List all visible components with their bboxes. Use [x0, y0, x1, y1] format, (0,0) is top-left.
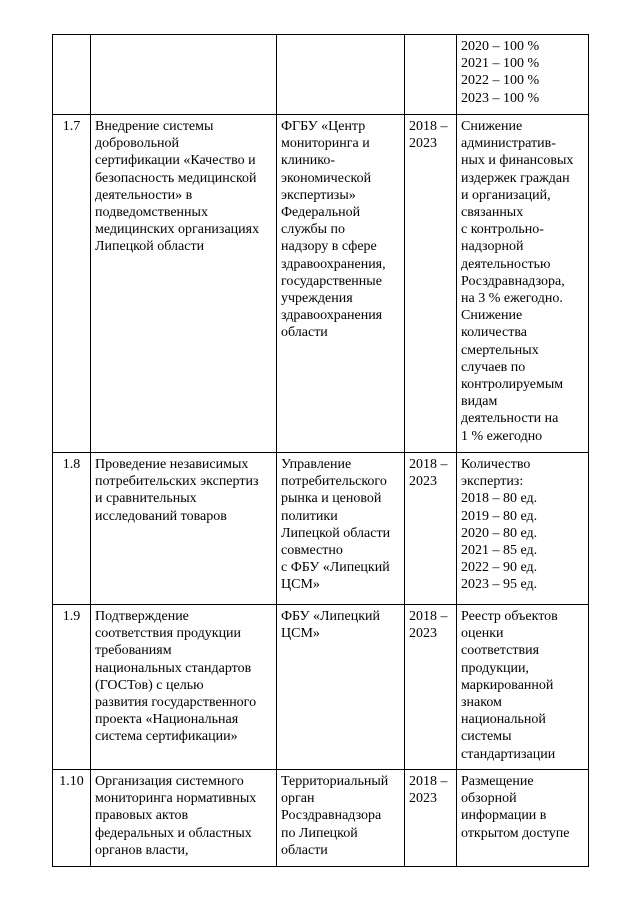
executor-line: политики	[281, 508, 338, 524]
name-line: подведомственных	[95, 205, 208, 221]
result-line: оценки	[461, 626, 504, 642]
executor-line: ФБУ «Липецкий	[281, 609, 380, 624]
executor-line: совместно	[281, 543, 343, 559]
name-line: федеральных и областных	[95, 825, 252, 841]
result-cell	[457, 605, 589, 770]
result-line: контролируемым	[461, 377, 564, 393]
result-line: деятельностью	[461, 256, 551, 272]
executor-line: государственные	[281, 273, 382, 289]
table-row	[53, 453, 589, 605]
result-line: 2020 – 100 %	[461, 39, 540, 54]
name-line: сертификации «Качество и	[95, 153, 256, 169]
name-line: Липецкой области	[95, 239, 205, 255]
result-cell	[457, 453, 589, 605]
name-line: правовых актов	[95, 808, 189, 824]
executor-line: ФГБУ «Центр	[281, 119, 366, 134]
name-line: добровольной	[95, 136, 179, 152]
result-line: надзорной	[461, 239, 524, 255]
executor-line: надзору в сфере	[281, 239, 377, 255]
result-line: смертельных	[461, 342, 539, 358]
term-line: 2023	[409, 626, 437, 642]
term-cell	[405, 770, 457, 867]
name-line: потребительских экспертиз	[95, 474, 259, 490]
result-line: 2023 – 95 ед.	[461, 577, 538, 593]
row-number	[53, 35, 91, 115]
executor-line: рынка и ценовой	[281, 491, 382, 507]
name-line: деятельности» в	[95, 187, 193, 203]
result-cell	[457, 115, 589, 453]
executor-cell	[277, 605, 405, 770]
name-line: Проведение независимых	[95, 457, 249, 472]
name-line: исследований товаров	[95, 508, 227, 524]
executor-line: учреждения	[281, 291, 353, 307]
result-cell	[457, 770, 589, 867]
result-line: информации в	[461, 808, 547, 824]
executor-line: здравоохранения,	[281, 256, 386, 272]
result-line: Снижение	[461, 308, 523, 324]
executor-line: здравоохранения	[281, 308, 383, 324]
term-cell	[405, 605, 457, 770]
measure-name-cell	[91, 770, 277, 867]
result-line: Росздравнадзора,	[461, 273, 565, 289]
result-line: 2022 – 100 %	[461, 73, 540, 89]
result-line: соответствия	[461, 643, 540, 659]
executor-line: с ФБУ «Липецкий	[281, 560, 390, 576]
name-line: органов власти,	[95, 842, 189, 858]
term-line: 2018 –	[409, 457, 448, 472]
name-line: безопасность медицинской	[95, 170, 257, 186]
term-cell	[405, 35, 457, 115]
term-line: 2023	[409, 791, 437, 807]
result-line: Количество	[461, 457, 531, 472]
executor-line: мониторинга и	[281, 136, 370, 152]
name-line: требованиям	[95, 643, 172, 659]
result-line: связанных	[461, 205, 524, 221]
result-line: административ-	[461, 136, 556, 152]
measure-name-cell	[91, 35, 277, 115]
term-cell	[405, 115, 457, 453]
executor-line: ЦСМ»	[281, 626, 320, 642]
table-row	[53, 115, 589, 453]
result-line: Размещение	[461, 774, 534, 789]
result-line: издержек граждан	[461, 170, 570, 186]
result-line: 2021 – 100 %	[461, 56, 540, 72]
name-line: мониторинга нормативных	[95, 791, 257, 807]
name-line: и сравнительных	[95, 491, 197, 507]
result-line: 2019 – 80 ед.	[461, 508, 538, 524]
name-line: проекта «Национальная	[95, 712, 239, 728]
measure-name-cell	[91, 453, 277, 605]
executor-line: орган	[281, 791, 315, 807]
term-cell	[405, 453, 457, 605]
row-number: 1.7	[53, 115, 91, 453]
term-line: 2023	[409, 136, 437, 152]
result-line: деятельности на	[461, 411, 559, 427]
executor-line: Управление	[281, 457, 352, 472]
result-line: ных и финансовых	[461, 153, 574, 169]
result-line: видам	[461, 394, 498, 410]
result-line: обзорной	[461, 791, 517, 807]
result-line: системы	[461, 729, 512, 745]
executor-line: по Липецкой	[281, 825, 358, 841]
name-line: (ГОСТов) с целью	[95, 677, 204, 693]
term-line: 2018 –	[409, 774, 448, 789]
name-line: медицинских организациях	[95, 222, 260, 238]
result-line: открытом доступе	[461, 825, 570, 841]
measure-name-cell	[91, 115, 277, 453]
result-line: на 3 % ежегодно.	[461, 291, 563, 307]
executor-line: Федеральной	[281, 205, 361, 221]
result-line: 1 % ежегодно	[461, 428, 543, 444]
result-line: с контрольно-	[461, 222, 544, 238]
measure-name-cell	[91, 605, 277, 770]
executor-line: области	[281, 325, 328, 341]
result-line: количества	[461, 325, 527, 341]
name-line: Внедрение системы	[95, 119, 214, 134]
executor-line: клинико-	[281, 153, 336, 169]
result-line: продукции,	[461, 660, 529, 676]
executor-line: Территориальный	[281, 774, 389, 789]
name-line: соответствия продукции	[95, 626, 242, 642]
name-line: Подтверждение	[95, 609, 189, 624]
executor-line: Липецкой области	[281, 525, 391, 541]
result-line: национальной	[461, 712, 546, 728]
table-row	[53, 770, 589, 867]
executor-cell	[277, 453, 405, 605]
name-line: система сертификации»	[95, 729, 238, 745]
executor-cell	[277, 770, 405, 867]
result-line: 2023 – 100 %	[461, 90, 540, 106]
measures-table	[52, 34, 589, 867]
term-line: 2023	[409, 474, 437, 490]
name-line: национальных стандартов	[95, 660, 252, 676]
executor-line: экспертизы»	[281, 187, 356, 203]
result-line: 2022 – 90 ед.	[461, 560, 538, 576]
result-line: случаев по	[461, 359, 526, 375]
name-line: развития государственного	[95, 695, 257, 711]
table-body	[53, 35, 589, 867]
term-line: 2018 –	[409, 119, 448, 134]
executor-line: Росздравнадзора	[281, 808, 382, 824]
row-number: 1.9	[53, 605, 91, 770]
executor-line: экономической	[281, 170, 372, 186]
executor-line: потребительского	[281, 474, 387, 490]
executor-line: службы по	[281, 222, 346, 238]
executor-line: области	[281, 842, 328, 858]
result-line: 2021 – 85 ед.	[461, 543, 538, 559]
executor-line: ЦСМ»	[281, 577, 320, 593]
result-line: и организаций,	[461, 187, 551, 203]
executor-cell	[277, 115, 405, 453]
result-line: 2020 – 80 ед.	[461, 525, 538, 541]
result-line: стандартизации	[461, 746, 556, 762]
table-row	[53, 35, 589, 115]
table-row	[53, 605, 589, 770]
result-line: экспертиз:	[461, 474, 524, 490]
result-line: Снижение	[461, 119, 523, 134]
result-line: Реестр объектов	[461, 609, 558, 624]
result-cell	[457, 35, 589, 115]
result-line: маркированной	[461, 677, 554, 693]
result-line: 2018 – 80 ед.	[461, 491, 538, 507]
row-number: 1.10	[53, 770, 91, 867]
row-number: 1.8	[53, 453, 91, 605]
executor-cell	[277, 35, 405, 115]
result-line: знаком	[461, 695, 502, 711]
name-line: Организация системного	[95, 774, 244, 789]
term-line: 2018 –	[409, 609, 448, 624]
